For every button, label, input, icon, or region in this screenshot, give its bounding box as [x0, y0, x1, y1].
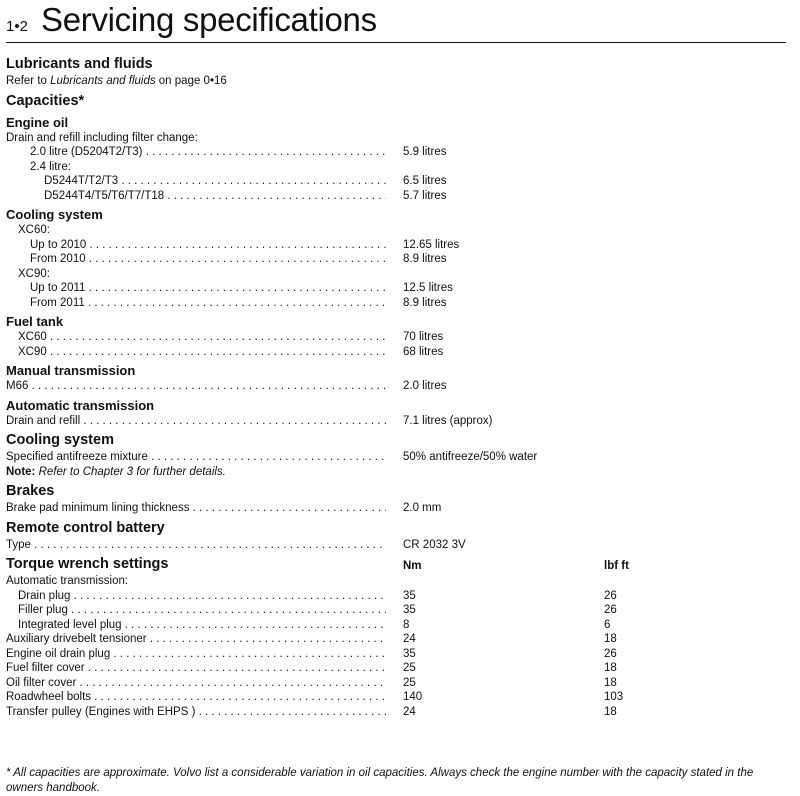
cooling-capacity-heading: Cooling system [6, 207, 103, 222]
spec-value: 8.9 litres [403, 296, 447, 309]
column-header-lbf: lbf ft [604, 560, 629, 572]
spec-value: 12.65 litres [403, 238, 460, 251]
torque-nm-value: 25 [403, 662, 416, 674]
lubricants-reference [6, 74, 786, 89]
torque-lbf-value: 26 [604, 589, 617, 602]
spec-label: D5244T/T2/T3 . . . [44, 174, 386, 189]
torque-row [6, 618, 786, 633]
spec-row [6, 379, 786, 394]
cooling-note [6, 465, 786, 480]
torque-nm-value: 24 [403, 705, 416, 718]
torque-lbf-value: 26 [604, 647, 617, 660]
spec-row [6, 296, 786, 311]
spec-label: Up to 2011 . . . [30, 281, 386, 296]
torque-table [6, 589, 786, 720]
fuel-tank-heading: Fuel tank [6, 314, 64, 329]
spec-value: 2.0 mm [403, 502, 442, 514]
spec-row [6, 414, 786, 429]
spec-label: From 2011 . . . [30, 296, 386, 311]
engine-oil-intro [6, 131, 786, 146]
column-header-nm: Nm [403, 560, 422, 572]
spec-label: Up to 2010 . . . [30, 238, 386, 253]
torque-auto-intro-text: Automatic transmission: [6, 575, 129, 587]
torque-nm-value: 25 [403, 676, 416, 689]
torque-label: Fuel filter cover . . . [6, 661, 386, 676]
spec-row [6, 345, 786, 360]
page-title: Servicing specifications [41, 1, 377, 38]
torque-nm-value: 8 [403, 618, 410, 631]
torque-label: Roadwheel bolts . . . [6, 690, 386, 705]
spec-value: 7.1 litres (approx) [403, 414, 493, 427]
torque-lbf-value: 103 [604, 691, 624, 703]
torque-lbf-value: 18 [604, 662, 617, 674]
torque-nm-value: 140 [403, 691, 423, 703]
spec-row [6, 281, 786, 296]
spec-label: 2.4 litre: [30, 160, 71, 173]
torque-row [6, 603, 786, 618]
torque-row [6, 647, 786, 662]
spec-value: CR 2032 3V [403, 538, 466, 551]
brakes-heading: Brakes [6, 483, 55, 499]
torque-lbf-value: 26 [604, 604, 617, 616]
torque-label: Drain plug . . . [18, 589, 386, 604]
torque-heading-row [6, 555, 786, 574]
torque-row [6, 676, 786, 691]
torque-row [6, 632, 786, 647]
torque-row [6, 705, 786, 720]
spec-row [6, 252, 786, 267]
spec-label: Specified antifreeze mixture . . . [6, 450, 386, 465]
spec-value: 5.9 litres [403, 146, 447, 158]
note-label: Note: [6, 465, 36, 478]
torque-nm-value: 35 [403, 589, 416, 602]
torque-lbf-value: 18 [604, 705, 617, 718]
spec-label: D5244T4/T5/T6/T7/T18 . . . [44, 189, 386, 204]
torque-auto-intro [6, 574, 786, 589]
torque-label: Transfer pulley (Engines with EHPS ) . . . [6, 705, 386, 720]
torque-label: Auxiliary drivebelt tensioner . . . [6, 632, 386, 647]
spec-value: 6.5 litres [403, 175, 447, 187]
spec-value: 8.9 litres [403, 253, 447, 265]
torque-nm-value: 24 [403, 633, 416, 645]
torque-lbf-value: 18 [604, 633, 617, 645]
spec-value: 70 litres [403, 331, 444, 343]
torque-row [6, 690, 786, 705]
lubricants-text-prefix: Refer to [6, 75, 51, 87]
remote-battery-heading: Remote control battery [6, 519, 165, 536]
spec-row [6, 267, 786, 282]
spec-row [6, 174, 786, 189]
spec-row [6, 238, 786, 253]
page-number: 1•2 [6, 18, 28, 35]
spec-label: From 2010 . . . [30, 252, 386, 267]
torque-label: Engine oil drain plug . . . [6, 647, 386, 662]
torque-heading: Torque wrench settings [6, 556, 169, 572]
spec-value: 50% antifreeze/50% water [403, 451, 538, 463]
spec-label: XC90 . . . [18, 345, 386, 360]
footnote: * All capacities are approximate. Volvo list a considerable variation in oil capacities. Always check the engine number with the capacity stated in the owners handbook. [6, 767, 754, 794]
spec-row [6, 223, 786, 238]
lubricants-text-suffix: on page 0•16 [155, 75, 227, 87]
torque-nm-value: 35 [403, 604, 416, 616]
lubricants-heading: Lubricants and fluids [6, 56, 153, 72]
page-header [6, 2, 786, 43]
spec-label: XC60 . . . [18, 330, 386, 345]
engine-oil-intro-text: Drain and refill including filter change: [6, 131, 198, 144]
spec-value: 5.7 litres [403, 189, 447, 202]
lubricants-text-italic: Lubricants and fluids [50, 75, 156, 87]
spec-row [6, 189, 786, 204]
torque-lbf-value: 18 [604, 676, 617, 689]
spec-value: 2.0 litres [403, 380, 447, 392]
spec-row [6, 538, 786, 553]
torque-label: Filler plug . . . [18, 603, 386, 618]
torque-label: Integrated level plug . . . [18, 618, 386, 633]
torque-row [6, 589, 786, 604]
manual-transmission-heading: Manual transmission [6, 363, 136, 378]
spec-label: XC60: [18, 224, 50, 236]
spec-row [6, 501, 786, 516]
torque-label: Oil filter cover . . . [6, 676, 386, 691]
spec-label: 2.0 litre (D5204T2/T3) . . . [30, 145, 386, 160]
spec-value: 68 litres [403, 345, 444, 358]
spec-row [6, 450, 786, 465]
note-text: Refer to Chapter 3 for further details. [35, 465, 226, 478]
spec-label: XC90: [18, 267, 50, 280]
capacities-heading: Capacities* [6, 92, 85, 109]
cooling-system-heading: Cooling system [6, 432, 114, 448]
spec-content [6, 55, 786, 719]
spec-label: Type . . . [6, 538, 386, 553]
spec-label: Drain and refill . . . [6, 414, 386, 429]
engine-oil-heading: Engine oil [6, 114, 69, 130]
spec-row [6, 145, 786, 160]
spec-row [6, 330, 786, 345]
torque-row [6, 661, 786, 676]
spec-label: Brake pad minimum lining thickness . . . [6, 501, 386, 516]
automatic-transmission-heading: Automatic transmission [6, 397, 155, 413]
spec-value: 12.5 litres [403, 282, 453, 294]
spec-row [6, 160, 786, 175]
spec-label: M66 . . . [6, 379, 386, 394]
torque-nm-value: 35 [403, 647, 416, 660]
torque-lbf-value: 6 [604, 618, 611, 631]
